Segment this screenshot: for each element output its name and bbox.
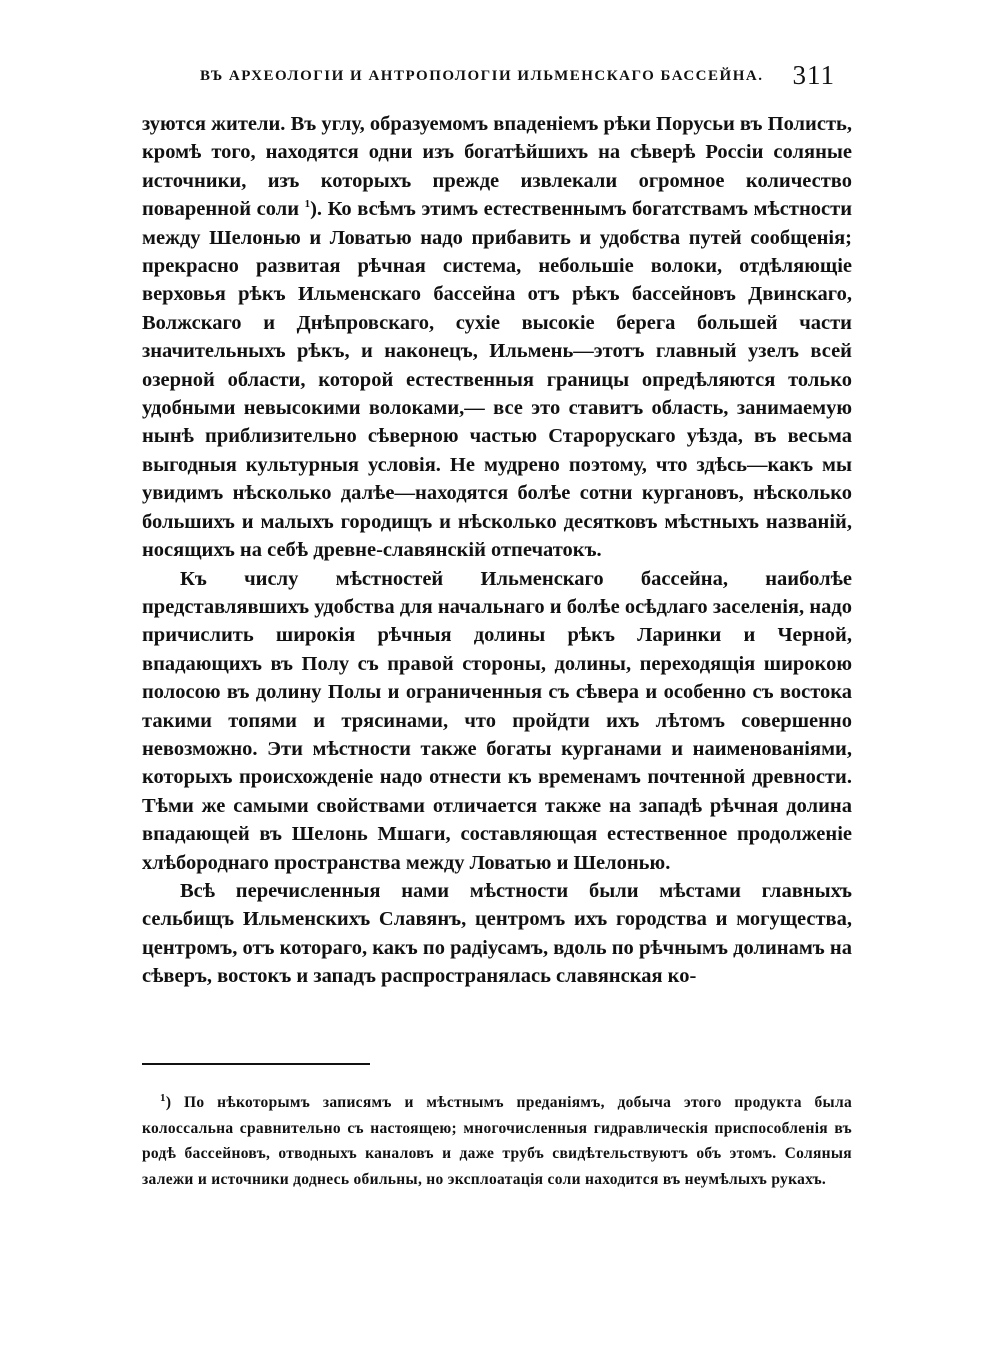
footnote-mark: 1: [160, 1091, 166, 1104]
running-title: ВЪ АРХЕОЛОГІИ И АНТРОПОЛОГІИ ИЛЬМЕНСКАГО БАССЕЙНА.: [200, 68, 764, 84]
footnote: [142, 1090, 852, 1192]
main-text: [142, 110, 852, 991]
footnote-text: ) По нѣкоторымъ записямъ и мѣстнымъ преданіямъ, добыча этого продукта была колоссальна сравнительно съ настоящею; многочисленныя гидравлическія приспособленія въ родѣ бассейновъ, отводныхъ каналовъ и даже трубъ свидѣтельствуютъ объ этомъ. Соляныя залежи и источники доднесь обильны, но эксплоатація соли находится въ неумѣлыхъ рукахъ.: [142, 1094, 852, 1188]
paragraph-1-text-a: зуются жители. Въ углу, образуемомъ впаденіемъ рѣки Порусьи въ Полисть, кромѣ того, находятся одни изъ богатѣйшихъ на сѣверѣ Россіи соляные источники, изъ которыхъ прежде извлекали огромное количество поваренной соли: [142, 113, 852, 221]
footnote-divider: [142, 1063, 370, 1065]
paragraph-2: Къ числу мѣстностей Ильменскаго бассейна, наиболѣе представлявшихъ удобства для начальнаго и болѣе осѣдлаго заселенія, надо причислить широкія рѣчныя долины рѣкъ Ларинки и Черной, впадающихъ въ Полу съ правой стороны, долины, переходящія широкою полосою въ долину Полы и ограниченныя съ сѣвера и особенно съ востока такими топями и трясинами, что пройдти ихъ лѣтомъ совершенно невозможно. Эти мѣстности также богаты курганами и наименованіями, которыхъ происхожденіе надо отнести къ временамъ почтенной древности. Тѣми же самыми свойствами отличается также на западѣ рѣчная долина впадающей въ Шелонь Мшаги, составляющая естественное продолженіе хлѣбороднаго пространства между Ловатью и Шелонью.: [142, 567, 852, 874]
footnote-reference: 1: [304, 198, 311, 211]
running-head: [160, 60, 860, 94]
page-number: 311: [792, 60, 835, 90]
paragraph-1: [142, 110, 852, 565]
paragraph-3: Всѣ перечисленныя нами мѣстности были мѣстами главныхъ сельбищъ Ильменскихъ Славянъ, центромъ ихъ городства и могущества, центромъ, отъ котораго, какъ по радіусамъ, вдоль по рѣчнымъ долинамъ на сѣверъ, востокъ и западъ распространялась славянская ко-: [142, 879, 852, 988]
paragraph-1-text-b: ). Ко всѣмъ этимъ естественнымъ богатствамъ мѣстности между Шелонью и Ловатью надо прибавить и удобства путей сообщенія; прекрасно развитая рѣчная система, небольшіе волоки, отдѣляющіе верховья рѣкъ Ильменскаго бассейна отъ рѣкъ бассейновъ Двинскаго, Волжскаго и Днѣпровскаго, сухіе высокіе берега большей части значительныхъ рѣкъ, и наконецъ, Ильмень—этотъ главный узелъ всей озерной области, которой естественныя границы опредѣляются только удобными невысокими волоками,— все это ставитъ область, занимаемую нынѣ приблизительно сѣверною частью Старорускаго уѣзда, въ весьма выгодныя культурныя условія. Не мудрено поэтому, что здѣсь—какъ мы увидимъ нѣсколько далѣе—находятся болѣе сотни кургановъ, нѣсколько большихъ и малыхъ городищъ и нѣсколько десятковъ мѣстныхъ названій, носящихъ на себѣ древне-славянскій отпечатокъ.: [142, 198, 852, 562]
footnote-paragraph: [142, 1090, 852, 1192]
